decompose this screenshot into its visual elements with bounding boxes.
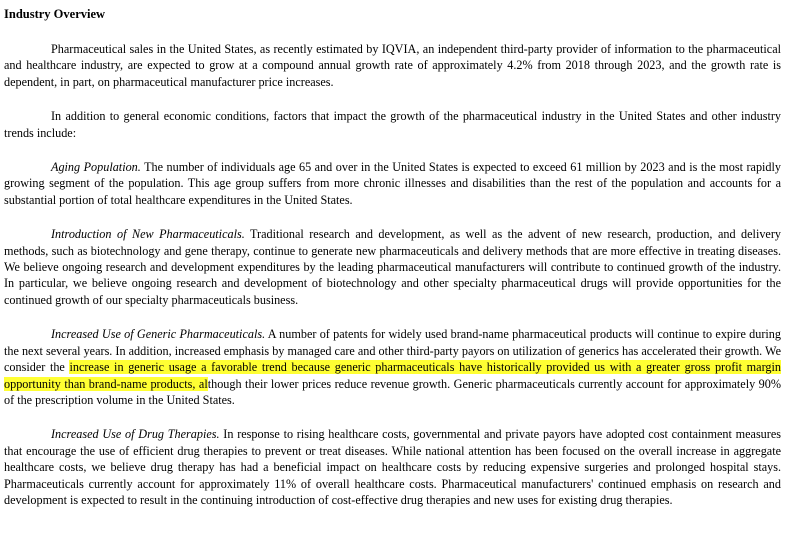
paragraph-market-growth (4, 41, 781, 90)
paragraph-lead: Increased Use of Drug Therapies. (51, 427, 220, 442)
paragraph-text: In addition to general economic conditions, factors that impact the growth of the pharmaceutical industry in the United States and other industry trends include: (4, 109, 781, 140)
paragraph-lead: Increased Use of Generic Pharmaceuticals. (51, 327, 266, 342)
paragraph-text: Pharmaceutical sales in the United States, as recently estimated by IQVIA, an independent third-party provider of information to the pharmaceutical and healthcare industry, are expected to grow at a compound annual growth rate of approximately 4.2% from 2018 through 2023, and the growth rate is dependent, in part, on pharmaceutical manufacturer price increases. (4, 42, 781, 89)
paragraph-new-pharmaceuticals (4, 226, 781, 308)
paragraph-text: The number of individuals age 65 and over in the United States is expected to exceed 61 million by 2023 and is the most rapidly growing segment of the population. This age group suffers from more chronic illnesses and disabilities than the rest of the population and accounts for a substantial portion of total healthcare expenditures in the United States. (4, 160, 781, 207)
paragraph-lead: Introduction of New Pharmaceuticals. (51, 227, 245, 242)
paragraph-aging-population (4, 159, 781, 208)
paragraph-factors-intro (4, 108, 781, 141)
section-heading: Industry Overview (4, 7, 106, 21)
paragraph-text: In response to rising healthcare costs, governmental and private payors have adopted cost containment measures that encourage the use of efficient drug therapies to prevent or treat diseases. While national attention has been focused on the overall increase in aggregate healthcare costs, we believe drug therapy has had a beneficial impact on healthcare costs by reducing expensive surgeries and prolonged hospital stays. Pharmaceuticals currently account for approximately 11% of overall healthcare costs. Pharmaceutical manufacturers' continued emphasis on research and development is expected to result in the continuing introduction of cost-effective drug therapies and new uses for existing drug therapies. (4, 427, 781, 507)
paragraph-text: A number of patents for widely used brand-name pharmaceutical products will continue to expire during the next several years. In addition, increased emphasis by managed care and other third-party payors on utilization of generics has accelerated their growth. We consider the (4, 327, 781, 375)
paragraph-text: though their lower prices reduce revenue growth. Generic pharmaceuticals currently account for approximately 90% of the prescription volume in the United States. (4, 376, 781, 407)
paragraph-generic-pharmaceuticals (4, 326, 781, 408)
highlighted-text[interactable]: increase in generic usage a favorable trend because generic pharmaceuticals have historically provided us with a greater gross profit margin opportunity than brand-name products, al (4, 360, 781, 391)
paragraph-drug-therapies (4, 426, 781, 508)
paragraph-lead: Aging Population. (51, 160, 141, 175)
paragraph-text: Traditional research and development, as well as the advent of new research, production, and delivery methods, such as biotechnology and gene therapy, continue to generate new pharmaceuticals and delivery methods that are more effective in treating diseases. We believe ongoing research and development expenditures by the leading pharmaceutical manufacturers will contribute to continued growth of the industry. In particular, we believe ongoing research and development of biotechnology and other specialty pharmaceutical drugs will provide opportunities for the continued growth of our specialty pharmaceuticals business. (4, 227, 781, 307)
